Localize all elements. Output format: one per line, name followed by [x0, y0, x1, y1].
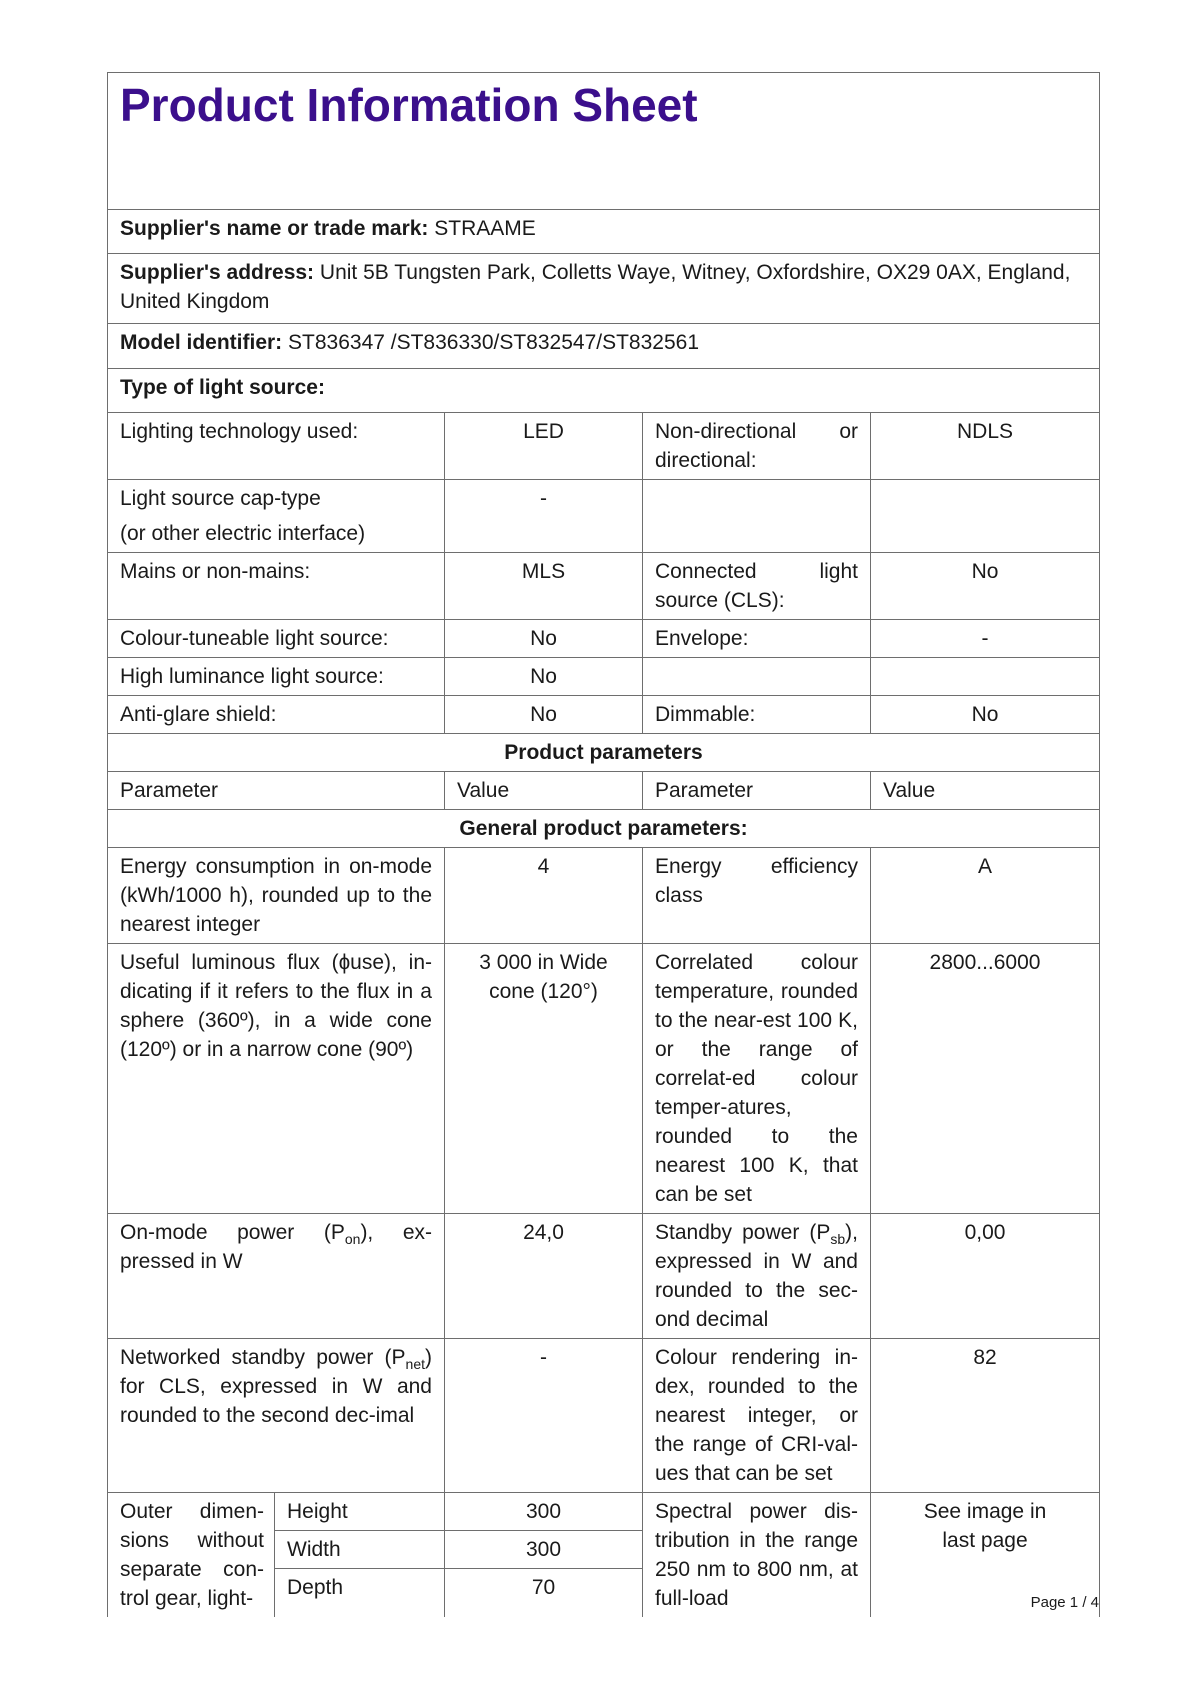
luminous-flux-label: Useful luminous flux (ɸuse), in-dicating if it refers to the flux in a sphere (360º), in a wide cone (120º) or in a narrow cone (90º): [108, 944, 445, 1214]
height-label: Height: [275, 1493, 445, 1531]
empty-cell: [871, 658, 1100, 696]
cap-type-sublabel: (or other electric interface): [120, 522, 366, 545]
tech-value: LED: [445, 413, 643, 480]
mains-label: Mains or non-mains:: [108, 553, 445, 620]
energy-class-value: A: [871, 848, 1100, 944]
supplier-name-value: STRAAME: [434, 217, 536, 240]
cap-type-label: Light source cap-type: [120, 487, 321, 510]
spd-label: Spectral power dis-tribution in the range 250 nm to 800 nm, at full-load: [643, 1493, 871, 1618]
height-value: 300: [445, 1493, 643, 1531]
page-number: Page 1 / 4: [1030, 1594, 1099, 1611]
info-table: [107, 72, 1100, 1617]
networked-standby-label: Networked standby power $(P_{net})$ for CLS, expressed in W and rounded to the second dec-imal: [108, 1339, 445, 1493]
cap-type-cell: [108, 480, 445, 553]
antiglare-label: Anti-glare shield:: [108, 696, 445, 734]
envelope-value: -: [871, 620, 1100, 658]
cct-label: Correlated colour temperature, rounded to the near-est 100 K, or the range of correlat-ed colour temper-atures, rounded to the nearest 100 K, that can be set: [643, 944, 871, 1214]
supplier-name-row: [108, 210, 1100, 254]
column-header-parameter-2: Parameter: [643, 772, 871, 810]
tuneable-label: Colour-tuneable light source:: [108, 620, 445, 658]
standby-power-label: Standby power $(P_{sb})$, expressed in W and rounded to the sec-ond decimal: [643, 1214, 871, 1339]
envelope-label: Envelope:: [643, 620, 871, 658]
dimensions-label: Outer dimen-sions without separate con-trol gear, light-: [108, 1493, 275, 1618]
empty-cell: [643, 480, 871, 553]
empty-cell: [643, 658, 871, 696]
empty-cell: [871, 480, 1100, 553]
dimmable-label: Dimmable:: [643, 696, 871, 734]
on-mode-power-label: On-mode power $(P_{on})$, ex-pressed in W: [108, 1214, 445, 1339]
antiglare-value: No: [445, 696, 643, 734]
width-value: 300: [445, 1531, 643, 1569]
column-header-parameter: Parameter: [108, 772, 445, 810]
type-label: Type of light source:: [120, 376, 325, 399]
width-label: Width: [275, 1531, 445, 1569]
supplier-address-label: Supplier's address:: [120, 261, 315, 284]
cls-value: No: [871, 553, 1100, 620]
spd-value: See image in last page: [871, 1493, 1100, 1618]
cct-value: 2800...6000: [871, 944, 1100, 1214]
luminous-flux-value: 3 000 in Wide cone (120°): [445, 944, 643, 1214]
cri-value: 82: [871, 1339, 1100, 1493]
product-parameters-header: Product parameters: [108, 734, 1100, 772]
model-value: ST836347 /ST836330/ST832547/ST832561: [288, 331, 699, 354]
direction-value: NDLS: [871, 413, 1100, 480]
page-title: Product Information Sheet: [120, 79, 698, 131]
cls-label: Connected light source (CLS):: [643, 553, 871, 620]
model-label: Model identifier:: [120, 331, 283, 354]
supplier-address-row: [108, 254, 1100, 324]
type-row: [108, 369, 1100, 413]
networked-standby-value: -: [445, 1339, 643, 1493]
depth-label: Depth: [275, 1569, 445, 1617]
cri-label: Colour rendering in-dex, rounded to the nearest integer, or the range of CRI-val-ues that can be set: [643, 1339, 871, 1493]
dimmable-value: No: [871, 696, 1100, 734]
title-cell: [108, 73, 1100, 210]
depth-value: 70: [445, 1569, 643, 1617]
energy-consumption-value: 4: [445, 848, 643, 944]
tuneable-value: No: [445, 620, 643, 658]
supplier-name-label: Supplier's name or trade mark:: [120, 217, 429, 240]
energy-consumption-label: Energy consumption in on-mode (kWh/1000 h), rounded up to the nearest integer: [108, 848, 445, 944]
standby-power-value: 0,00: [871, 1214, 1100, 1339]
general-parameters-header: General product parameters:: [108, 810, 1100, 848]
high-luminance-label: High luminance light source:: [108, 658, 445, 696]
product-information-sheet: [107, 72, 1099, 1617]
cap-type-value: -: [445, 480, 643, 553]
energy-class-label: Energy efficiency class: [643, 848, 871, 944]
direction-label: Non-directional or directional:: [643, 413, 871, 480]
model-row: [108, 324, 1100, 369]
supplier-address-value: Unit 5B Tungsten Park, Colletts Waye, Witney, Oxfordshire, OX29 0AX, England, United Kingdom: [120, 261, 1071, 313]
mains-value: MLS: [445, 553, 643, 620]
high-luminance-value: No: [445, 658, 643, 696]
column-header-value-2: Value: [871, 772, 1100, 810]
tech-label: Lighting technology used:: [108, 413, 445, 480]
on-mode-power-value: 24,0: [445, 1214, 643, 1339]
column-header-value: Value: [445, 772, 643, 810]
